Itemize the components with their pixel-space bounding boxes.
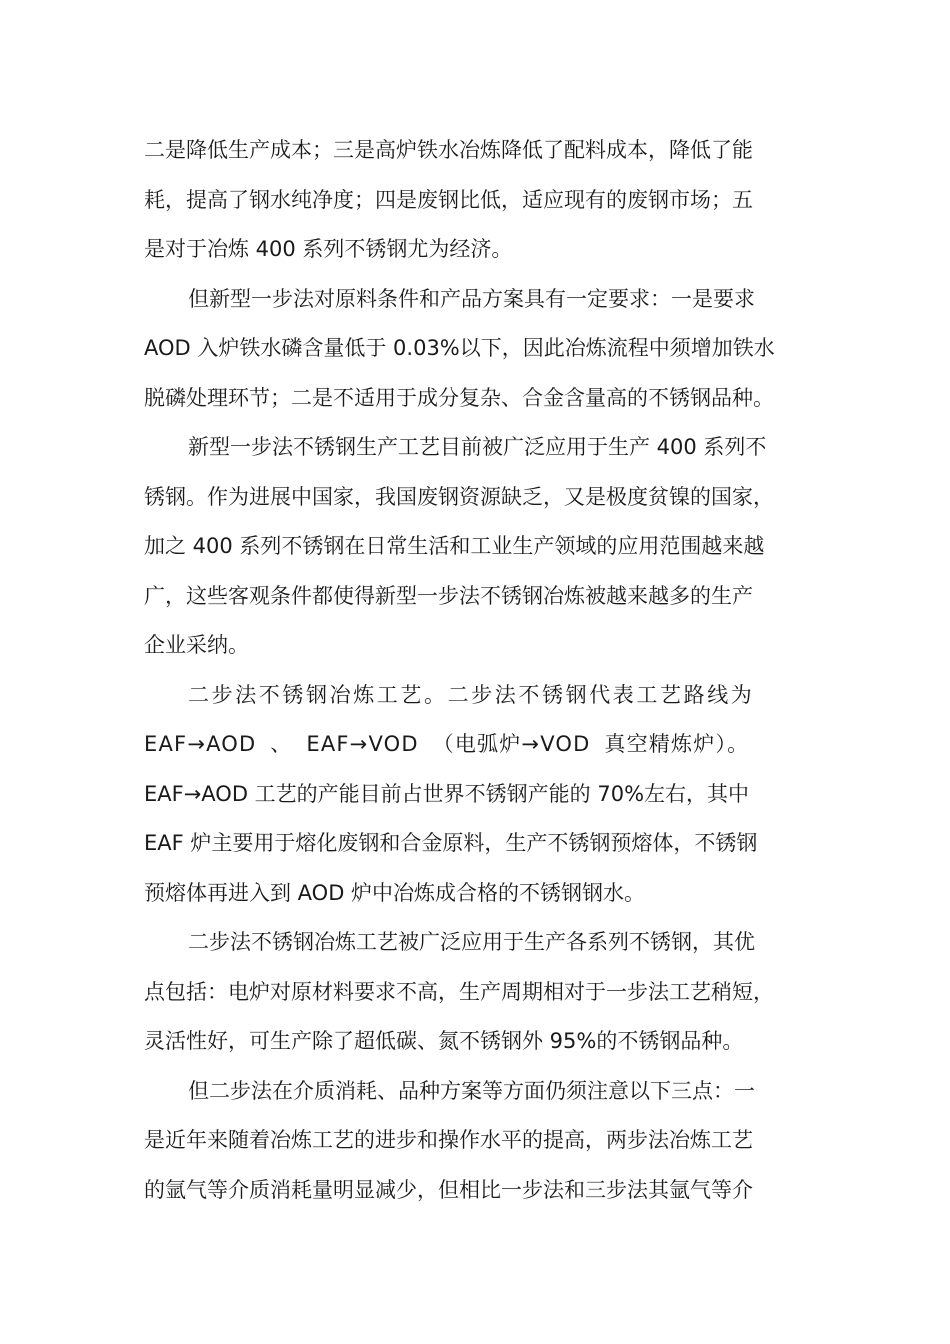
text-line: EAF→AOD 、 EAF→VOD （电弧炉→VOD 真空精炼炉）。 bbox=[144, 732, 750, 756]
paragraph-first-line: 但新型一步法对原料条件和产品方案具有一定要求：一是要求 bbox=[188, 286, 755, 311]
document-body bbox=[144, 130, 809, 1219]
text-line: EAF 炉主要用于熔化废钢和合金原料，生产不锈钢预熔体，不锈钢 bbox=[144, 831, 758, 855]
text-line: 脱磷处理环节；二是不适用于成分复杂、合金含量高的不锈钢品种。 bbox=[144, 385, 774, 410]
text-line: 锈钢。作为进展中国家，我国废钢资源缺乏，又是极度贫镍的国家， bbox=[144, 484, 774, 509]
paragraph-first-line: 新型一步法不锈钢生产工艺目前被广泛应用于生产 400 系列不 bbox=[188, 435, 767, 459]
text-line: AOD 入炉铁水磷含量低于 0.03%以下，因此冶炼流程中须增加铁水 bbox=[144, 336, 775, 360]
paragraph-first-line: 二步法不锈钢冶炼工艺。二步法不锈钢代表工艺路线为 bbox=[188, 682, 755, 707]
text-line: 预熔体再进入到 AOD 炉中冶炼成合格的不锈钢钢水。 bbox=[144, 880, 646, 905]
text-line: 的氩气等介质消耗量明显减少，但相比一步法和三步法其氩气等介 bbox=[144, 1177, 753, 1202]
text-line: 是近年来随着冶炼工艺的进步和操作水平的提高，两步法冶炼工艺 bbox=[144, 1128, 753, 1152]
text-line: EAF→AOD 工艺的产能目前占世界不锈钢产能的 70%左右，其中 bbox=[144, 781, 750, 806]
text-line: 点包括：电炉对原材料要求不高，生产周期相对于一步法工艺稍短， bbox=[144, 979, 774, 1004]
text-line: 加之 400 系列不锈钢在日常生活和工业生产领域的应用范围越来越 bbox=[144, 534, 765, 558]
text-line: 耗，提高了钢水纯净度；四是废钢比低，适应现有的废钢市场；五 bbox=[144, 187, 753, 212]
text-line: 广，这些客观条件都使得新型一步法不锈钢冶炼被越来越多的生产 bbox=[144, 583, 753, 608]
paragraph-first-line: 但二步法在介质消耗、品种方案等方面仍须注意以下三点：一 bbox=[188, 1078, 755, 1103]
text-line: 二是降低生产成本；三是高炉铁水冶炼降低了配料成本，降低了能 bbox=[144, 138, 753, 162]
text-line: 是对于冶炼 400 系列不锈钢尤为经济。 bbox=[144, 237, 513, 261]
text-line: 灵活性好，可生产除了超低碳、氮不锈钢外 95%的不锈钢品种。 bbox=[144, 1029, 744, 1053]
text-line: 企业采纳。 bbox=[144, 633, 249, 657]
paragraph-first-line: 二步法不锈钢冶炼工艺被广泛应用于生产各系列不锈钢，其优 bbox=[188, 930, 755, 954]
